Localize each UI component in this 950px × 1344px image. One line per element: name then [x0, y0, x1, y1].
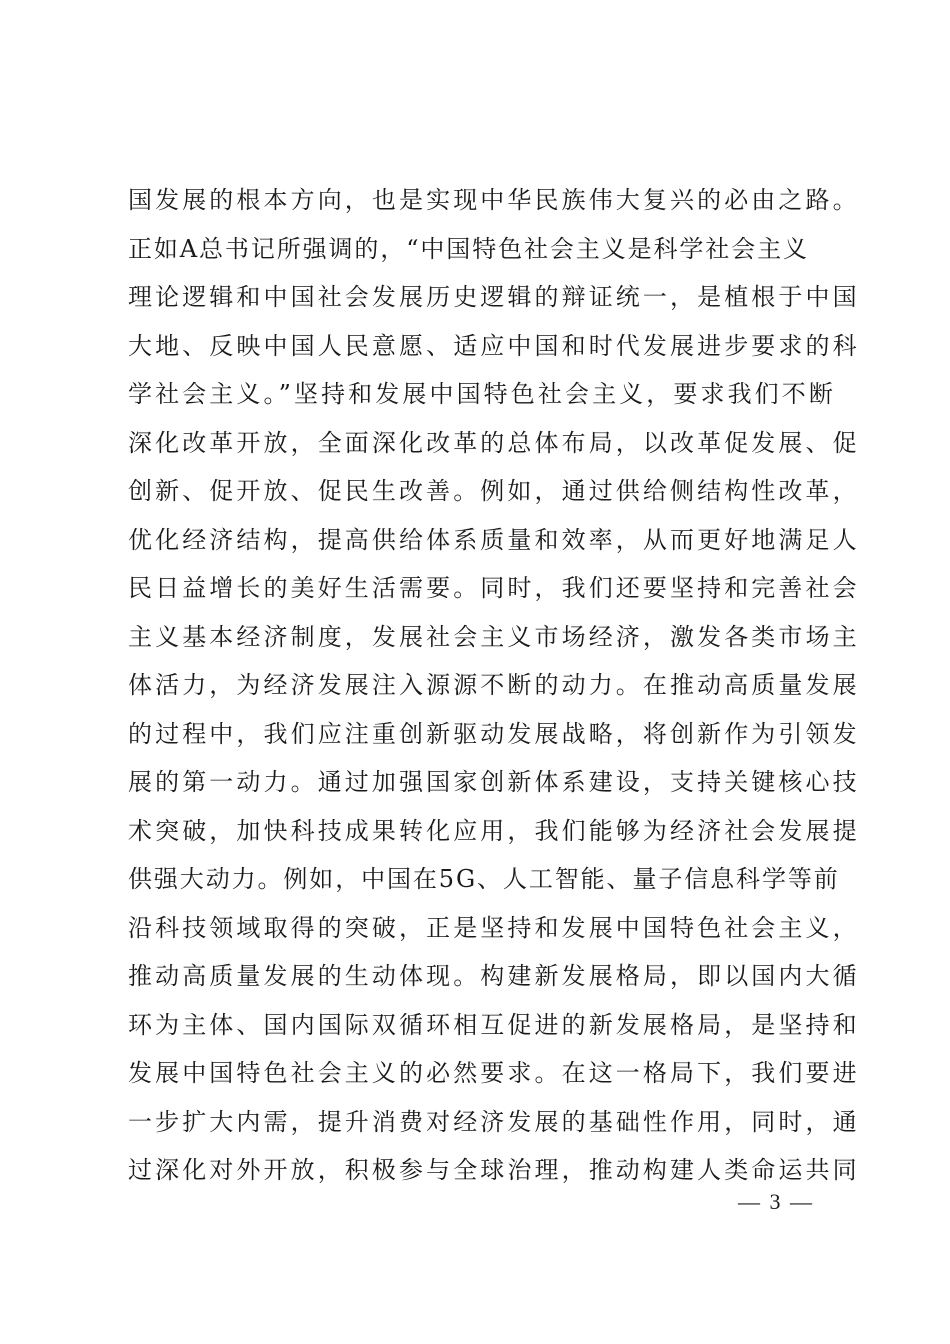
- text-line-14: 术突破，加快科技成果转化应用，我们能够为经济社会发展提: [128, 816, 860, 845]
- text-line-5: 学社会主义。”坚持和发展中国特色社会主义，要求我们不断: [128, 380, 836, 408]
- text-line-13: 展的第一动力。通过加强国家创新体系建设，支持关键核心技: [128, 768, 860, 796]
- body-text: [128, 176, 860, 1195]
- text-line-21: 过深化对外开放，积极参与全球治理，推动构建人类命运共同: [128, 1156, 860, 1184]
- page-number: — 3 —: [738, 1189, 814, 1214]
- text-line-11: 体活力，为经济发展注入源源不断的动力。在推动高质量发展: [128, 671, 860, 699]
- text-line-10: 主义基本经济制度，发展社会主义市场经济，激发各类市场主: [128, 622, 860, 651]
- text-line-18: 环为主体、国内国际双循环相互促进的新发展格局，是坚持和: [128, 1010, 860, 1039]
- text-line-8: 优化经济结构，提高供给体系质量和效率，从而更好地满足人: [128, 525, 860, 554]
- text-line-12: 的过程中，我们应注重创新驱动发展战略，将创新作为引领发: [128, 719, 860, 748]
- text-line-6: 深化改革开放，全面深化改革的总体布局，以改革促发展、促: [128, 428, 860, 457]
- text-line-1: 国发展的根本方向，也是实现中华民族伟大复兴的必由之路。: [128, 186, 860, 214]
- text-line-20: 一步扩大内需，提升消费对经济发展的基础性作用，同时，通: [128, 1107, 860, 1136]
- text-line-2: 正如A总书记所强调的，“中国特色社会主义是科学社会主义: [128, 234, 809, 263]
- text-line-9: 民日益增长的美好生活需要。同时，我们还要坚持和完善社会: [128, 574, 860, 602]
- text-line-17: 推动高质量发展的生动体现。构建新发展格局，即以国内大循: [128, 962, 860, 990]
- text-line-7: 创新、促开放、促民生改善。例如，通过供给侧结构性改革，: [128, 477, 860, 505]
- text-line-19: 发展中国特色社会主义的必然要求。在这一格局下，我们要进: [128, 1059, 860, 1087]
- text-line-3: 理论逻辑和中国社会发展历史逻辑的辩证统一，是植根于中国: [128, 283, 860, 311]
- text-line-15: 供强大动力。例如，中国在5G、人工智能、量子信息科学等前: [128, 865, 840, 893]
- text-line-4: 大地、反映中国人民意愿、适应中国和时代发展进步要求的科: [128, 331, 860, 360]
- text-line-16: 沿科技领域取得的突破，正是坚持和发展中国特色社会主义，: [128, 913, 860, 942]
